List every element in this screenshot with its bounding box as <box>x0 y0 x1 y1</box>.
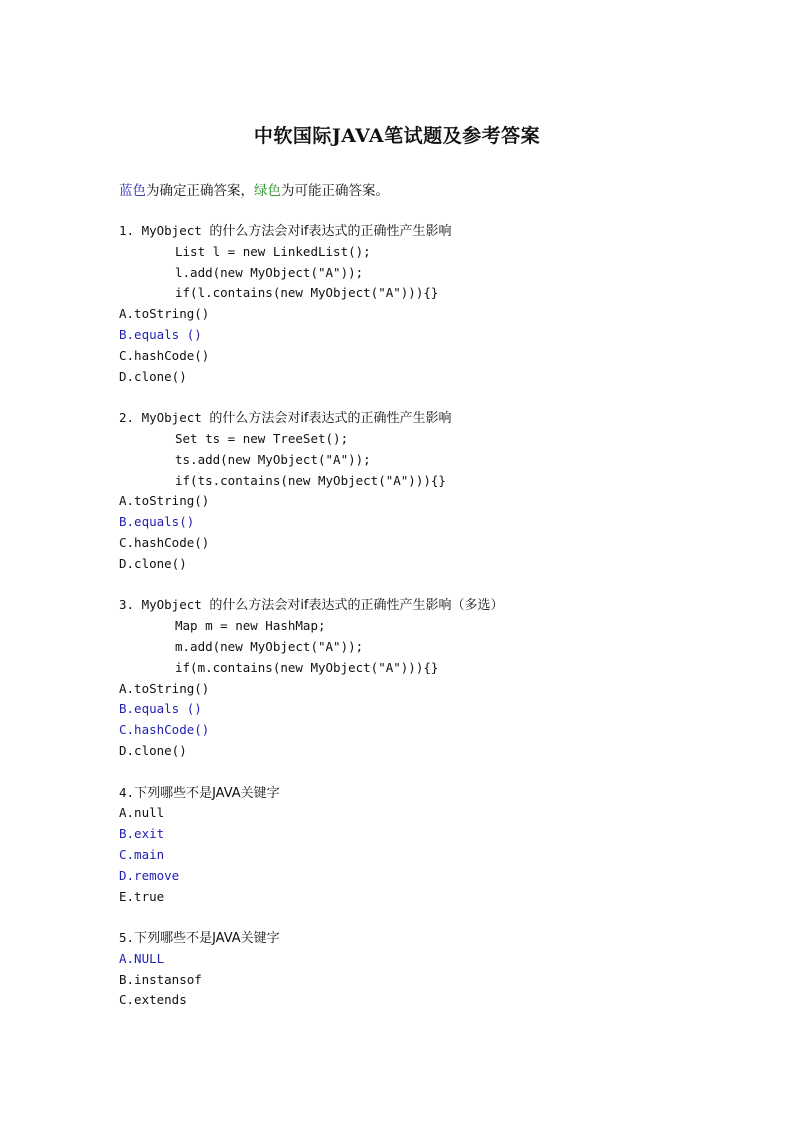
code-line: List l = new LinkedList(); <box>175 243 371 259</box>
question-spacer <box>119 387 719 408</box>
correct-answer-option: B.exit <box>119 826 165 842</box>
question-heading <box>119 783 719 804</box>
question-heading <box>119 221 719 242</box>
question-block <box>119 595 719 761</box>
correct-answer-option: B.equals () <box>119 326 202 342</box>
question-block <box>119 783 719 908</box>
code-line: l.add(new MyObject("A")); <box>175 264 364 280</box>
answer-option: D.clone() <box>119 742 187 758</box>
question-heading <box>119 408 719 429</box>
code-line: Set ts = new TreeSet(); <box>175 430 349 446</box>
code-line: Map m = new HashMap; <box>175 618 326 634</box>
correct-answer-option: B.equals() <box>119 514 195 530</box>
question-spacer <box>119 907 719 928</box>
question-number: 5. <box>119 930 135 946</box>
question-subject: MyObject <box>141 410 210 426</box>
legend-blue-word: 蓝色 <box>119 183 146 199</box>
answer-option: C.hashCode() <box>119 534 210 550</box>
code-line: if(ts.contains(new MyObject("A"))){} <box>175 472 446 488</box>
answer-option: B.instansof <box>119 971 202 987</box>
question-text: 的什么方法会对if表达式的正确性产生影响 <box>209 411 452 427</box>
answer-option: E.true <box>119 888 165 904</box>
question-text: 的什么方法会对if表达式的正确性产生影响（多选） <box>209 598 504 614</box>
question-number: 1. <box>119 223 142 238</box>
question-text: 下列哪些不是JAVA关键字 <box>134 785 280 801</box>
answer-option: D.clone() <box>119 368 187 384</box>
question-text: 下列哪些不是JAVA关键字 <box>134 931 280 947</box>
answer-legend <box>119 179 389 199</box>
question-spacer <box>119 762 719 783</box>
code-line: m.add(new MyObject("A")); <box>175 638 364 654</box>
legend-blue-text: 为确定正确答案， <box>146 183 254 199</box>
code-line: if(l.contains(new MyObject("A"))){} <box>175 285 439 301</box>
question-heading <box>119 928 719 949</box>
legend-green-text: 为可能正确答案。 <box>281 183 389 199</box>
question-spacer <box>119 575 719 596</box>
answer-option: A.toString() <box>119 680 210 696</box>
answer-option: A.toString() <box>119 493 210 509</box>
question-list <box>119 221 719 1011</box>
question-number: 3. <box>119 597 142 613</box>
answer-option: A.null <box>119 805 165 821</box>
code-line: ts.add(new MyObject("A")); <box>175 451 371 467</box>
code-line: if(m.contains(new MyObject("A"))){} <box>175 659 439 675</box>
answer-option: C.hashCode() <box>119 347 210 363</box>
correct-answer-option: D.remove <box>119 867 180 883</box>
answer-option: C.extends <box>119 992 187 1008</box>
correct-answer-option: C.hashCode() <box>119 722 210 738</box>
question-block <box>119 408 719 574</box>
correct-answer-option: A.NULL <box>119 950 165 966</box>
legend-green-word: 绿色 <box>254 183 281 199</box>
answer-option: A.toString() <box>119 306 210 322</box>
correct-answer-option: B.equals () <box>119 701 202 717</box>
question-subject: MyObject <box>141 597 210 613</box>
question-number: 4. <box>119 784 135 800</box>
page-title: 中软国际JAVA笔试题及参考答案 <box>253 125 541 147</box>
question-block <box>119 221 719 387</box>
question-number: 2. <box>119 410 142 426</box>
question-heading <box>119 595 719 616</box>
correct-answer-option: C.main <box>119 846 165 862</box>
question-subject: MyObject <box>141 223 210 238</box>
question-block <box>119 928 719 1011</box>
question-text: 的什么方法会对if表达式的正确性产生影响 <box>209 224 452 239</box>
answer-option: D.clone() <box>119 555 187 571</box>
